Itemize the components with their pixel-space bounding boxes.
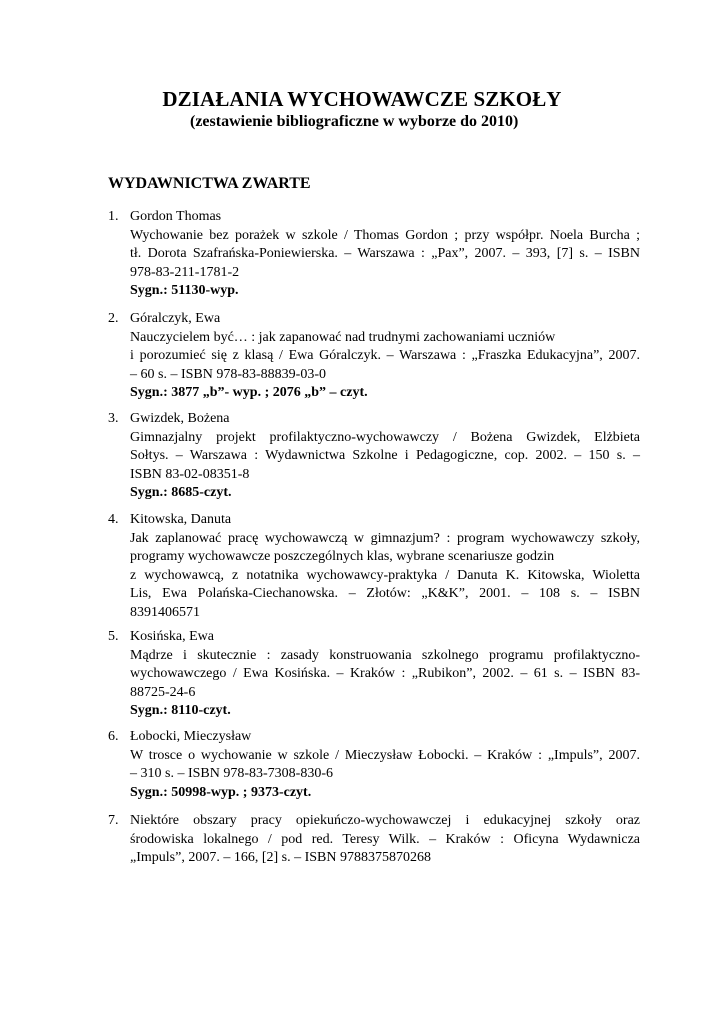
bibliography-entry [108,208,640,301]
entry-description-line: 978-83-211-1781-2 [130,264,240,280]
entry-description-line: Sołtys. – Warszawa : Wydawnictwa Szkolne i Pedagogiczne, cop. 2002. – 150 s. – [130,448,640,463]
entry-number: 2. [108,311,119,326]
entry-number: 3. [108,411,119,426]
bibliography-entry [108,812,640,868]
entry-number: 4. [108,512,119,527]
entry-description-line: z wychowawcą, z notatnika wychowawcy-praktyka / Danuta K. Kitowska, Wioletta [130,567,640,583]
entry-description-line: Wychowanie bez porażek w szkole / Thomas Gordon ; przy współpr. Noela Burcha ; [130,227,640,243]
entry-description-line: „Impuls”, 2007. – 166, [2] s. – ISBN 9788375870268 [130,850,431,865]
entry-number: 7. [108,813,119,828]
entry-number: 6. [108,729,119,744]
entry-call-number: Sygn.: 50998-wyp. ; 9373-czyt. [130,784,312,800]
entry-description-line: wychowawczego / Ewa Kosińska. – Kraków : „Rubikon”, 2002. – 61 s. – ISBN 83- [130,666,640,681]
entry-description-line: ISBN 83-02-08351-8 [130,466,250,482]
entry-call-number: Sygn.: 8110-czyt. [130,703,231,718]
entry-description-line: Nauczycielem być… : jak zapanować nad trudnymi zachowaniami uczniów [130,329,556,345]
entry-call-number: Sygn.: 3877 „b”- wyp. ; 2076 „b” – czyt. [130,385,368,400]
entry-author: Gordon Thomas [130,209,222,224]
entry-description-line: środowiska lokalnego / pod red. Teresy Wilk. – Kraków : Oficyna Wydawnicza [130,831,640,847]
entry-description-line: Jak zaplanować pracę wychowawczą w gimnazjum? : program wychowawczy szkoły, [130,530,640,546]
entry-author: Kitowska, Danuta [130,512,232,527]
bibliography-entry [108,310,640,403]
entry-number: 1. [108,209,119,224]
document-subtitle: (zestawienie bibliograficzne w wyborze do 2010) [190,113,519,130]
entry-description-line: 8391406571 [130,604,200,620]
entry-author: Góralczyk, Ewa [130,311,221,326]
entry-description-line: Niektóre obszary pracy opiekuńczo-wychowawczej i edukacyjnej szkoły oraz [130,813,640,828]
entry-description-line: i porozumieć się z klasą / Ewa Góralczyk. – Warszawa : „Fraszka Edukacyjna”, 2007. [130,348,640,363]
entry-author: Gwizdek, Bożena [130,411,230,426]
entry-description-line: Gimnazjalny projekt profilaktyczno-wychowawczy / Bożena Gwizdek, Elżbieta [130,429,640,445]
entry-author: Łobocki, Mieczysław [130,729,252,744]
entry-description-line: – 60 s. – ISBN 978-83-88839-03-0 [130,366,326,382]
entry-description-line: Mądrze i skutecznie : zasady konstruowania szkolnego programu profilaktyczno- [130,647,640,663]
entry-call-number: Sygn.: 8685-czyt. [130,485,232,500]
bibliography-entry [108,628,640,721]
bibliography-entry [108,511,640,622]
bibliography-entry [108,728,640,802]
bibliography-entry [108,410,640,503]
entry-call-number: Sygn.: 51130-wyp. [130,283,239,298]
entry-author: Kosińska, Ewa [130,629,214,644]
entry-description-line: programy wychowawcze poszczególnych klas, wybrane scenariusze godzin [130,549,555,564]
entry-description-line: W trosce o wychowanie w szkole / Mieczysław Łobocki. – Kraków : „Impuls”, 2007. [130,747,640,763]
entry-description-line: – 310 s. – ISBN 978-83-7308-830-6 [130,766,333,781]
entry-number: 5. [108,629,119,644]
entry-description-line: tł. Dorota Szafrańska-Poniewierska. – Warszawa : „Pax”, 2007. – 393, [7] s. – ISBN [130,246,640,261]
document-title: DZIAŁANIA WYCHOWAWCZE SZKOŁY [162,87,562,111]
entry-description-line: Lis, Ewa Polańska-Ciechanowska. – Złotów: „K&K”, 2001. – 108 s. – ISBN [130,586,640,601]
entry-description-line: 88725-24-6 [130,684,196,700]
section-heading: WYDAWNICTWA ZWARTE [108,175,311,192]
